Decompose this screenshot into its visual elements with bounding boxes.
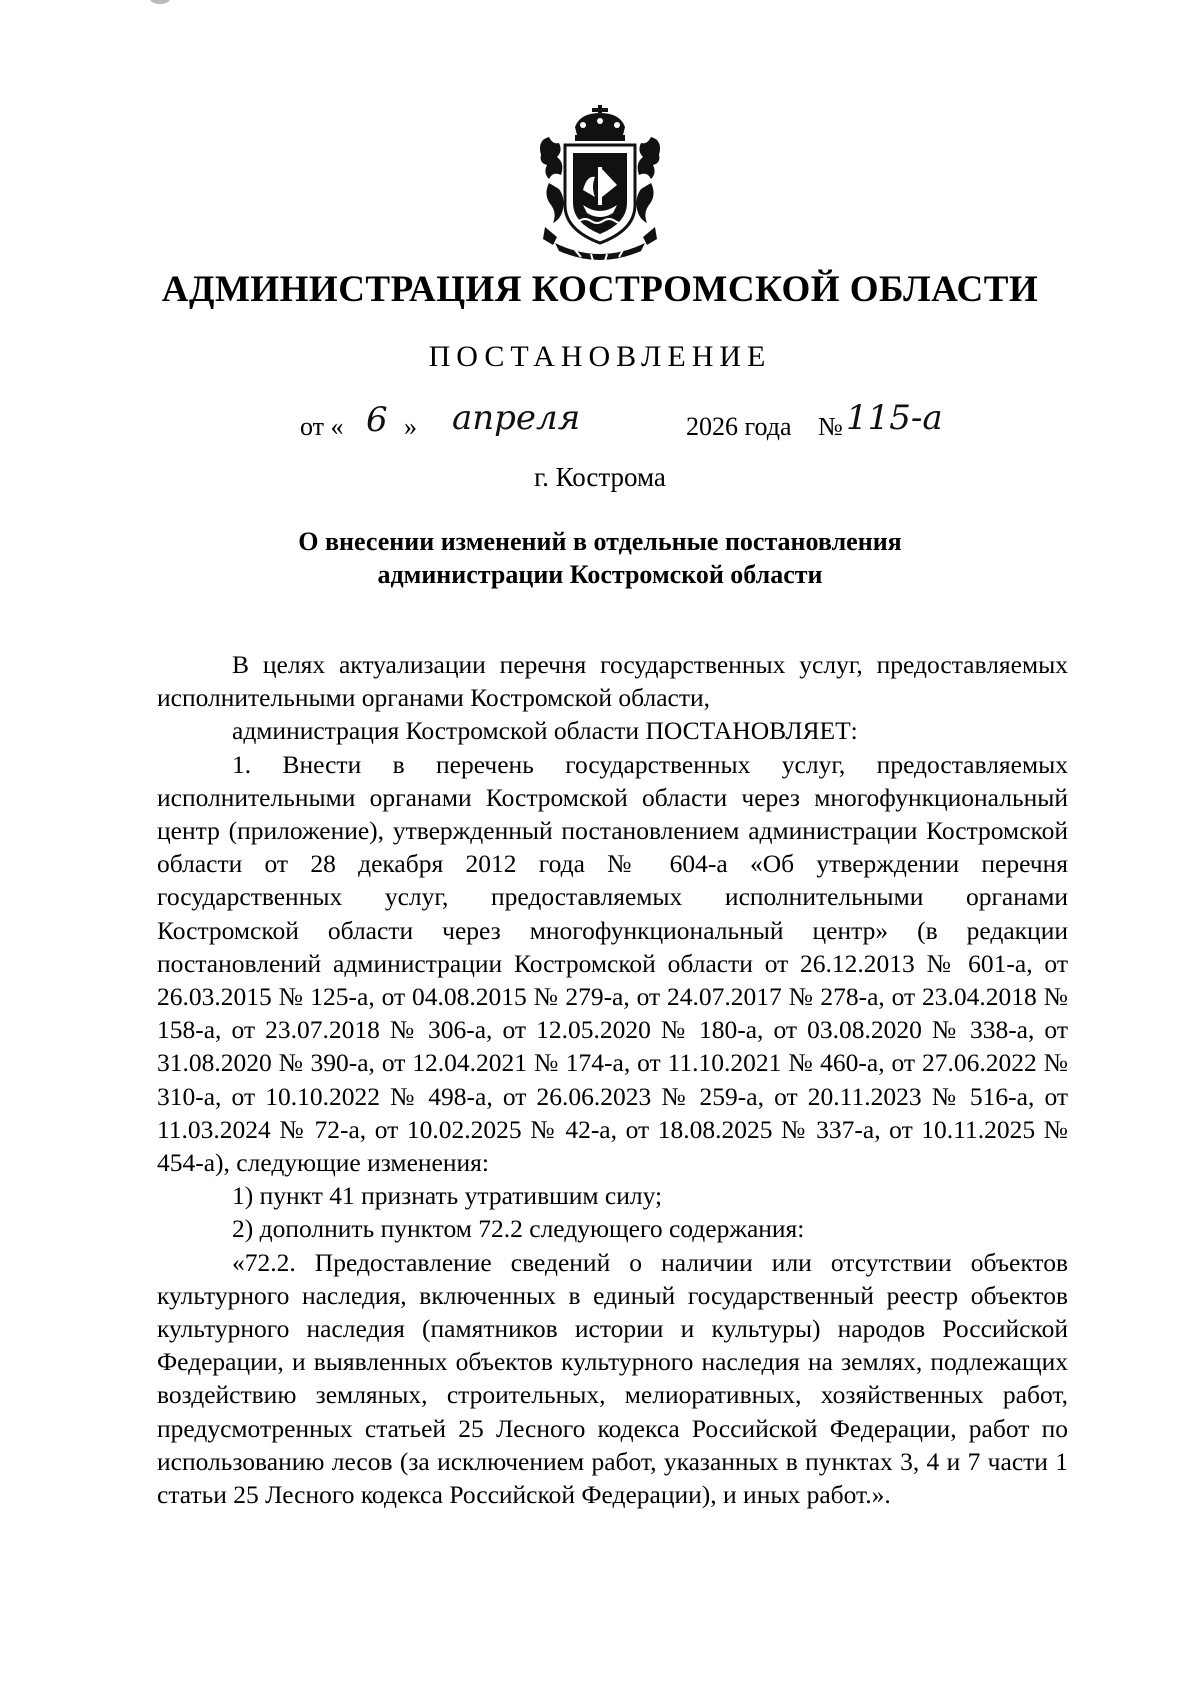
city: г. Кострома xyxy=(534,462,666,492)
body-paragraph: администрация Костромской области ПОСТАНОВЛЯЕТ: xyxy=(232,716,858,746)
body-paragraph: «72.2. Предоставление сведений о наличии или отсутствии объектов культурного наследия, включенных в единый государственный реестр объектов культурного наследия (памятников истории и культуры) народов Российской Федерации, и выявленных объектов культурного наследия на землях, подлежащих воздействию земляных, строительных, мелиоративных, хозяйственных работ, предусмотренных статьей 25 Лесного кодекса Российской Федерации, работ по использованию лесов (за исключением работ, указанных в пунктах 3, 4 и 7 части 1 статьи 25 Лесного кодекса Российской Федерации), и иных работ.». xyxy=(157,1247,1068,1510)
document-type: ПОСТАНОВЛЕНИЕ xyxy=(428,340,772,373)
date-year: 2026 года xyxy=(686,412,792,441)
date-prefix: от « xyxy=(300,412,344,441)
document-body xyxy=(157,648,1068,1511)
document-number: 115-а xyxy=(846,398,943,438)
scan-artifact xyxy=(150,0,170,4)
body-paragraph: 2) дополнить пунктом 72.2 следующего содержания: xyxy=(232,1214,805,1244)
number-sign: № xyxy=(818,412,843,441)
subject-line: О внесении изменений в отдельные постановления xyxy=(298,527,902,556)
date-month: апреля xyxy=(452,398,581,438)
date-line xyxy=(0,398,1200,454)
date-quote-close: » xyxy=(404,412,417,441)
date-day: 6 xyxy=(366,400,388,440)
organization-title: АДМИНИСТРАЦИЯ КОСТРОМСКОЙ ОБЛАСТИ xyxy=(161,269,1039,310)
body-paragraph: В целях актуализации перечня государственных услуг, предоставляемых исполнительными органами Костромской области, xyxy=(157,650,1068,713)
coat-of-arms-icon xyxy=(535,105,665,263)
subject-line: администрации Костромской области xyxy=(377,560,823,589)
document-subject xyxy=(0,525,1200,591)
body-paragraph: 1) пункт 41 признать утратившим силу; xyxy=(232,1181,663,1211)
body-paragraph: 1. Внести в перечень государственных услуг, предоставляемых исполнительными органами Костромской области через многофункциональный центр (приложение), утвержденный постановлением администрации Костромской области от 28 декабря 2012 года № 604-а «Об утверждении перечня государственных услуг, предоставляемых исполнительными органами Костромской области через многофункциональный центр» (в редакции постановлений администрации Костромской области от 26.12.2013 № 601-а, от 26.03.2015 № 125-а, от 04.08.2015 № 279-а, от 24.07.2017 № 278-а, от 23.04.2018 № 158-а, от 23.07.2018 № 306-а, от 12.05.2020 № 180-а, от 03.08.2020 № 338-а, от 31.08.2020 № 390-а, от 12.04.2021 № 174-а, от 11.10.2021 № 460-а, от 27.06.2022 № 310-а, от 10.10.2022 № 498-а, от 26.06.2023 № 259-а, от 20.11.2023 № 516-а, от 11.03.2024 № 72-а, от 10.02.2025 № 42-а, от 18.08.2025 № 337-а, от 10.11.2025 № 454-а), следующие изменения: xyxy=(157,749,1068,1178)
